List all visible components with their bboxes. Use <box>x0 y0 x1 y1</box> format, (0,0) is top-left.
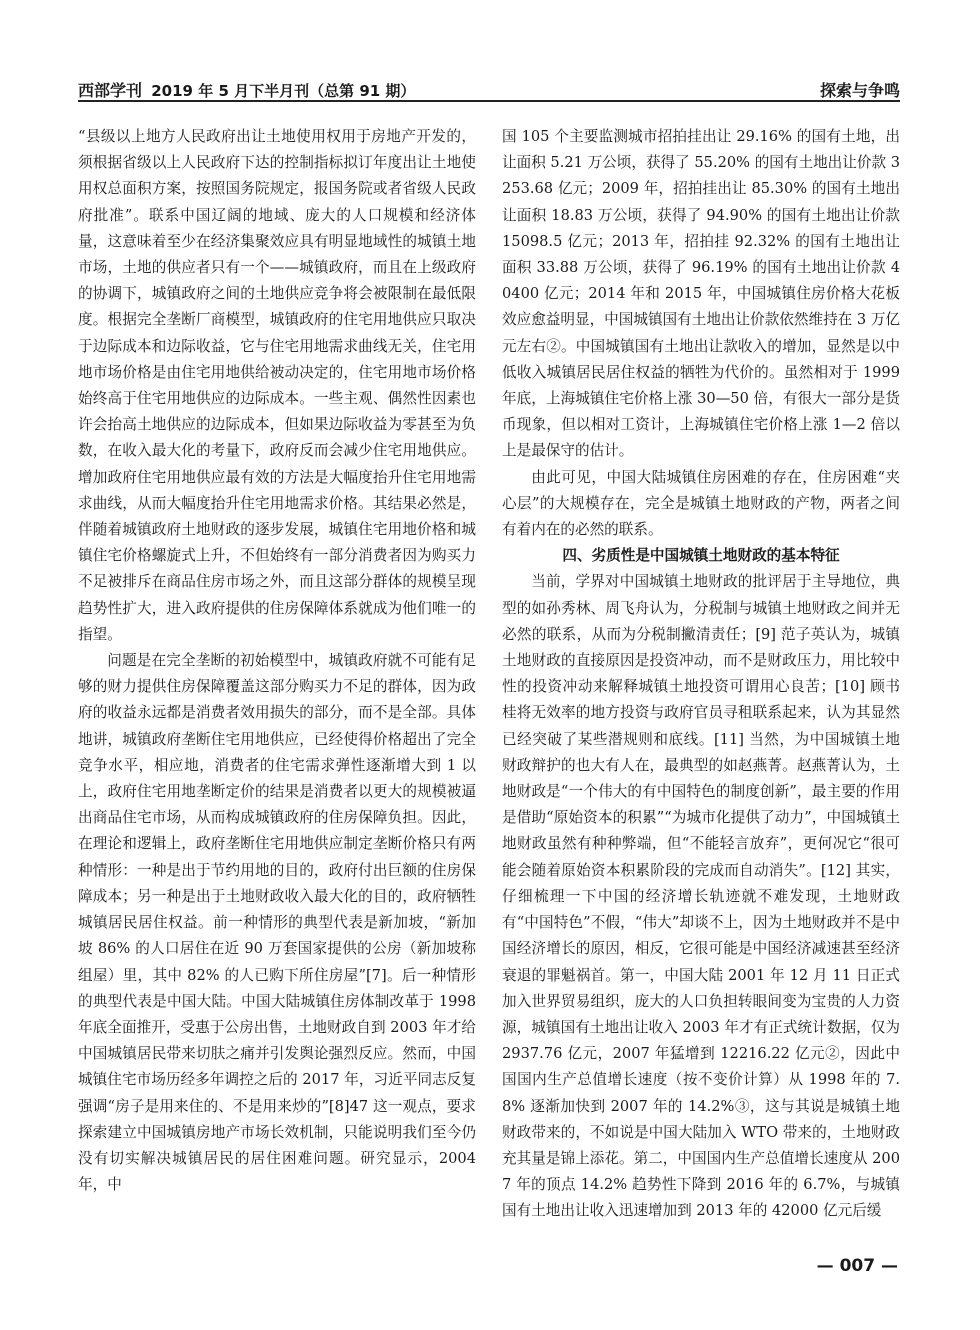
page-number: — 007 — <box>816 1256 898 1276</box>
header-journal-info <box>78 78 415 101</box>
section-heading: 四、劣质性是中国城镇土地财政的基本特征 <box>562 547 840 565</box>
journal-name: 西部学刊 <box>78 81 143 100</box>
running-header <box>78 76 900 102</box>
right-paragraph-2: 由此可见，中国大陆城镇住房困难的存在，住房困难“夹心层”的大规模存在，完全是城镇土地财政的产物，两者之间有着内在的必然的联系。 <box>502 468 900 539</box>
right-paragraph-3: 当前，学界对中国城镇土地财政的批评居于主导地位，典型的如孙秀林、周飞舟认为，分税制与城镇土地财政之间并无必然的联系，从而为分税制撇清责任；[9] 范子英认为，城镇土地财政的直接原因是投资冲动，而不是财政压力，用比较中性的投资冲动来解释城镇土地投资可谓用心良苦；[10] 顾书桂将无效率的地方投资与政府官员寻租联系起来，认为其显然已经突破了某些潜规则和底线。[11] 当然，为中国城镇土地财政辩护的也大有人在，最典型的如赵燕菁。赵燕菁认为，土地财政是“一个伟大的有中国特色的制度创新”，最主要的作用是借助“原始资本的积累”“为城市化提供了动力”，中国城镇土地财政虽然有种种弊端，但“不能轻言放弃”，更何况它“很可能会随着原始资本积累阶段的完成而自动消失”。[12] 其实，仔细梳理一下中国的经济增长轨迹就不难发现，土地财政有“中国特色”不假，“伟大”却谈不上，因为土地财政并不是中国经济增长的原因，相反，它很可能是中国经济减速甚至经济衰退的罪魁祸首。第一，中国大陆 2001 年 12 月 11 日正式加入世界贸易组织，庞大的人口负担转眼间变为宝贵的人力资源，城镇国有土地出让收入 2003 年才有正式统计数据，仅为 2937.76 亿元，2007 年猛增到 12216.22 亿元②，因此中国国内生产总值增长速度（按不变价计算）从 1998 年的 7.8% 逐渐加快到 2007 年的 14.2%③，这与其说是城镇土地财政带来的，不如说是中国大陆加入 WTO 带来的，土地财政充其量是锦上添花。第二，中国国内生产总值增长速度从 2007 年的顶点 14.2% 趋势性下降到 2016 年的 6.7%，与城镇国有土地出让收入迅速增加到 2013 年的 42000 亿元后缓 <box>502 573 900 1220</box>
left-column <box>78 124 476 1242</box>
section-title: 探索与争鸣 <box>819 81 900 100</box>
left-paragraph-1: “县级以上地方人民政府出让土地使用权用于房地产开发的，须根据省级以上人民政府下达的控制指标拟订年度出让土地使用权总面积方案，按照国务院规定，报国务院或者省级人民政府批准”。联系中国辽阔的地域、庞大的人口规模和经济体量，这意味着至少在经济集聚效应具有明显地域性的城镇土地市场，土地的供应者只有一个——城镇政府，而且在上级政府的协调下，城镇政府之间的土地供应竞争将会被限制在最低限度。根据完全垄断厂商模型，城镇政府的住宅用地供应只取决于边际成本和边际收益，它与住宅用地需求曲线无关，住宅用地市场价格是由住宅用地供给被动决定的，住宅用地市场价格始终高于住宅用地供应的边际成本。一些主观、偶然性因素也许会抬高土地供应的边际成本，但如果边际收益为零甚至为负数，在收入最大化的考量下，政府反而会减少住宅用地供应。增加政府住宅用地供应最有效的方法是大幅度抬升住宅用地需求曲线，从而大幅度抬升住宅用地需求价格。其结果必然是，伴随着城镇政府土地财政的逐步发展，城镇住宅用地价格和城镇住宅价格螺旋式上升，不但始终有一部分消费者因为购买力不足被排斥在商品住房市场之外，而且这部分群体的规模呈现趋势性扩大，进入政府提供的住房保障体系就成为他们唯一的指望。 <box>78 128 476 643</box>
right-paragraph-1: 国 105 个主要监测城市招拍挂出让 29.16% 的国有土地，出让面积 5.21 万公顷，获得了 55.20% 的国有土地出让价款 3253.68 亿元；2009 年，招拍挂出让 85.30% 的国有土地出让面积 18.83 万公顷，获得了 94.90% 的国有土地出让价款 15098.5 亿元；2013 年，招拍挂 92.32% 的国有土地出让面积 33.88 万公顷，获得了 96.19% 的国有土地出让价款 40400 亿元；2014 年和 2015 年，中国城镇住房价格大花板效应愈益明显，中国城镇国有土地出让价款依然维持在 3 万亿元左右②。中国城镇国有土地出让款收入的增加，显然是以中低收入城镇居民居住权益的牺牲为代价的。虽然相对于 1999 年底，上海城镇住宅价格上涨 30—50 倍，有很大一部分是货币现象，但以相对工资计，上海城镇住宅价格上涨 1—2 倍以上是最保守的估计。 <box>502 128 900 460</box>
right-column <box>502 124 900 1242</box>
left-paragraph-2: 问题是在完全垄断的初始模型中，城镇政府就不可能有足够的财力提供住房保障覆盖这部分购买力不足的群体，因为政府的收益永远都是消费者效用损失的部分，而不是全部。具体地讲，城镇政府垄断住宅用地供应，已经使得价格超出了完全竞争水平，相应地，消费者的住宅需求弹性逐渐增大到 1 以上，政府住宅用地垄断定价的结果是消费者以更大的规模被逼出商品住宅市场，从而构成城镇政府的住房保障负担。因此，在理论和逻辑上，政府垄断住宅用地供应制定垄断价格只有两种情形：一种是出于节约用地的目的，政府付出巨额的住房保障成本；另一种是出于土地财政收入最大化的目的，政府牺牲城镇居民居住权益。前一种情形的典型代表是新加坡，“新加坡 86% 的人口居住在近 90 万套国家提供的公房（新加坡称组屋）里，其中 82% 的人已购下所住房屋”[7]。后一种情形的典型代表是中国大陆。中国大陆城镇住房体制改革于 1998 年底全面推开，受惠于公房出售，土地财政自到 2003 年才给中国城镇居民带来切肤之痛并引发舆论强烈反应。然而，中国城镇住宅市场历经多年调控之后的 2017 年，习近平同志反复强调“房子是用来住的、不是用来炒的”[8]47 这一观点，要求探索建立中国城镇房地产市场长效机制，只能说明我们至今仍没有切实解决城镇居民的居住困难问题。研究显示，2004 年，中 <box>78 652 476 1194</box>
issue-info: 2019 年 5 月下半月刊（总第 91 期） <box>151 82 416 100</box>
